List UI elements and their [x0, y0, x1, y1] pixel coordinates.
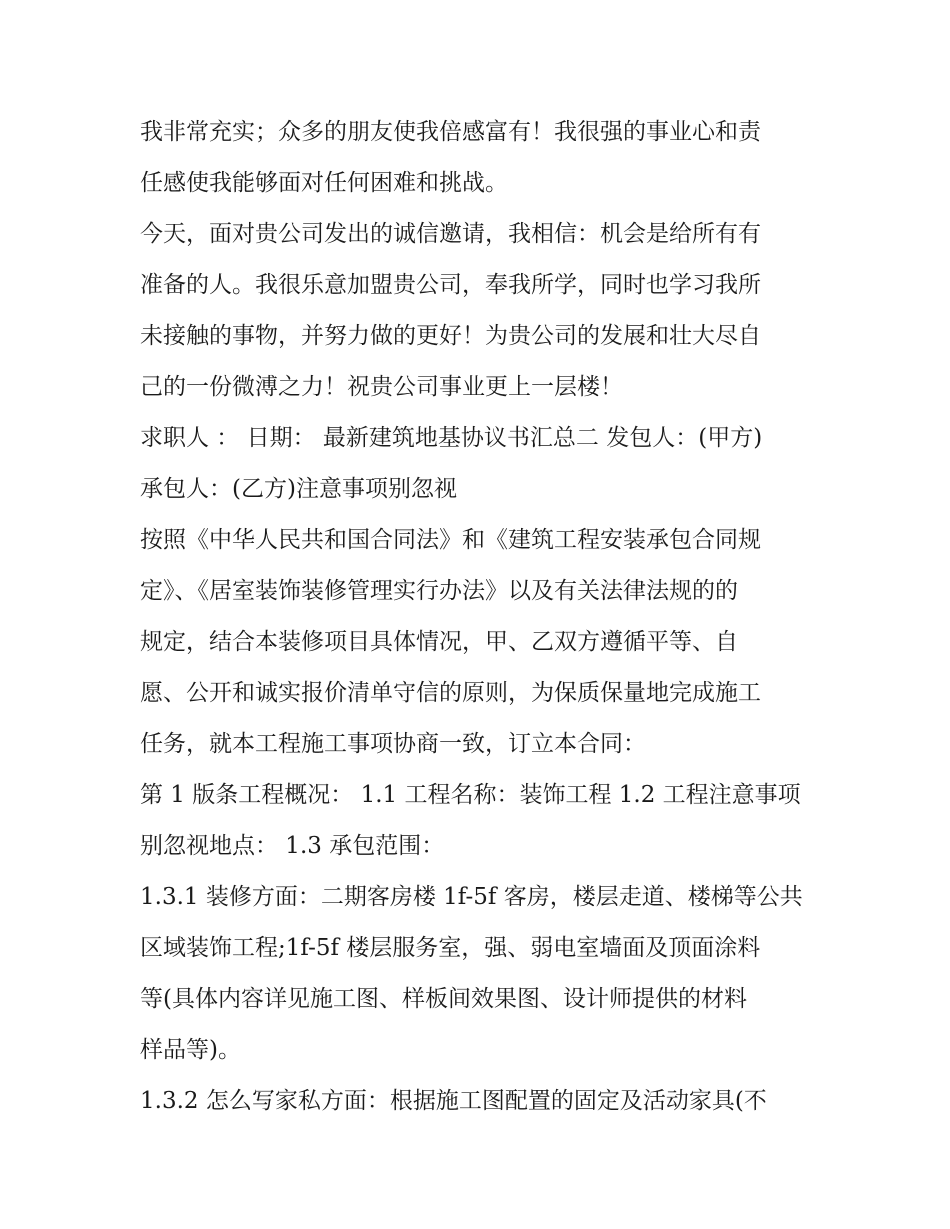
text-line: 今天，面对贵公司发出的诚信邀请，我相信：机会是给所有有 [140, 221, 761, 247]
text-line: 求职人 ： 日期： 最新建筑地基协议书汇总二 发包人：(甲方) [140, 425, 763, 451]
text-line: 别忽视地点： 1.3 承包范围： [140, 833, 445, 859]
text-line: 等(具体内容详见施工图、样板间效果图、设计师提供的材料 [140, 986, 747, 1012]
text-line: 1.3.1 装修方面：二期客房楼 1f-5f 客房，楼层走道、楼梯等公共 [140, 884, 803, 910]
text-line: 准备的人。我很乐意加盟贵公司，奉我所学，同时也学习我所 [140, 272, 761, 298]
text-line: 第 1 版条工程概况： 1.1 工程名称：装饰工程 1.2 工程注意事项 [140, 782, 801, 808]
text-line: 1.3.2 怎么写家私方面：根据施工图配置的固定及活动家具(不 [140, 1088, 767, 1114]
text-line: 承包人：(乙方)注意事项别忽视 [140, 476, 457, 502]
text-line: 任感使我能够面对任何困难和挑战。 [140, 170, 508, 196]
text-line: 区域装饰工程;1f-5f 楼层服务室，强、弱电室墙面及顶面涂料 [140, 935, 761, 961]
text-line: 任务，就本工程施工事项协商一致，订立本合同： [140, 731, 646, 757]
text-line: 己的一份微溥之力！祝贵公司事业更上一层楼！ [140, 374, 623, 400]
text-line: 未接触的事物，并努力做的更好！为贵公司的发展和壮大尽自 [140, 323, 761, 349]
document-page [140, 107, 830, 1127]
text-line: 样品等)。 [140, 1037, 241, 1063]
text-line: 愿、公开和诚实报价清单守信的原则，为保质保量地完成施工 [140, 680, 761, 706]
text-line: 按照《中华人民共和国合同法》和《建筑工程安装承包合同规 [140, 527, 761, 553]
text-line: 规定，结合本装修项目具体情况，甲、乙双方遵循平等、自 [140, 629, 738, 655]
text-line: 我非常充实；众多的朋友使我倍感富有！我很强的事业心和责 [140, 119, 761, 145]
text-line: 定》、《居室装饰装修管理实行办法》以及有关法律法规的的 [140, 578, 738, 604]
